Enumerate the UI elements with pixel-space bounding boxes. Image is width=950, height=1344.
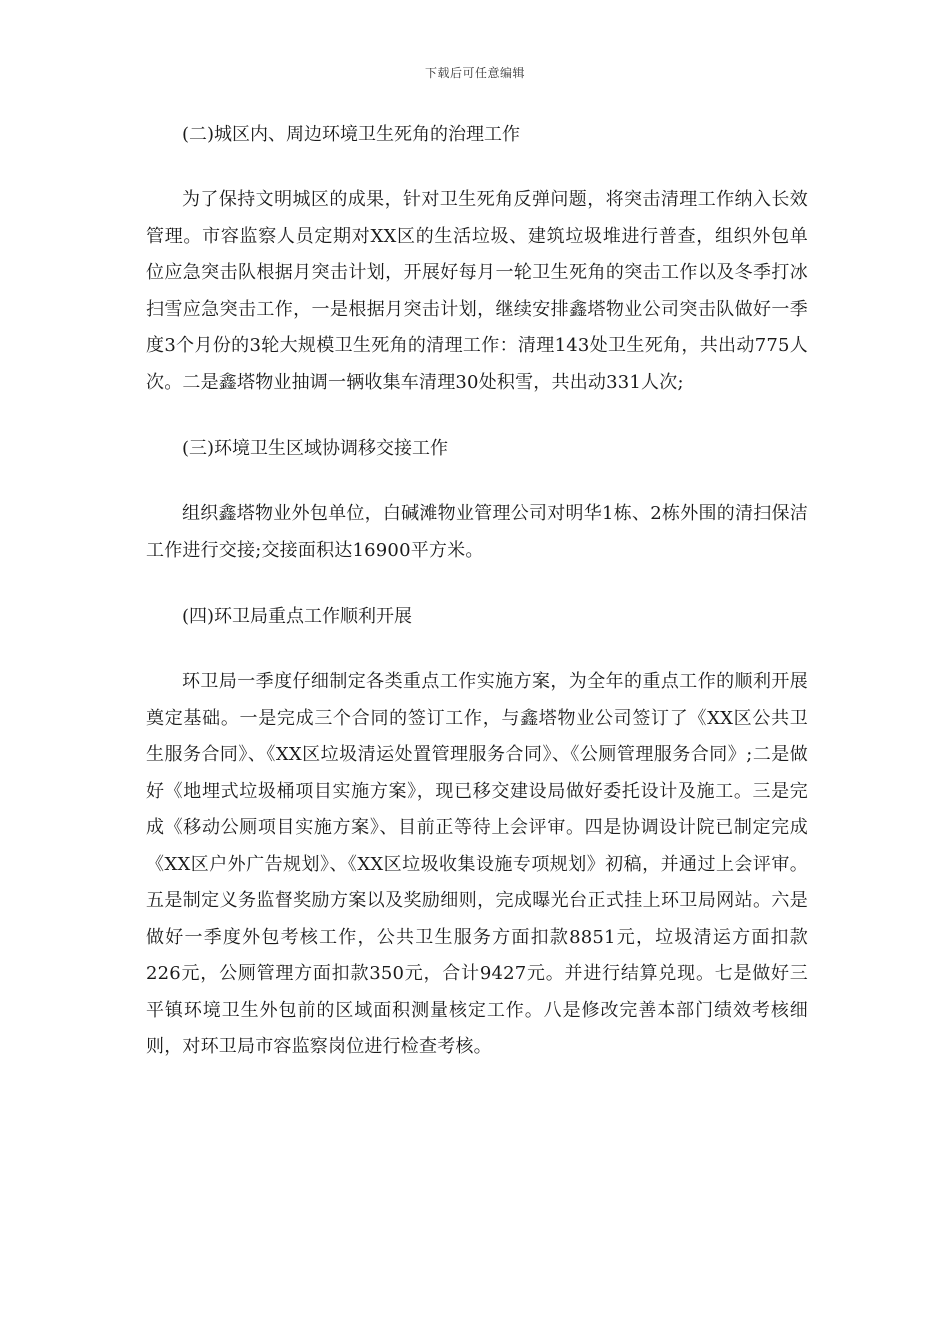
section-heading-4: (四)环卫局重点工作顺利开展 [182,606,413,627]
section-paragraph-2: 为了保持文明城区的成果，针对卫生死角反弹问题，将突击清理工作纳入长效管理。市容监察人员定期对XX区的生活垃圾、建筑垃圾堆进行普查，组织外包单位应急突击队根据月突击计划，开展好每月一轮卫生死角的突击工作以及冬季打冰扫雪应急突击工作，一是根据月突击计划，继续安排鑫塔物业公司突击队做好一季度3个月份的3轮大规模卫生死角的清理工作：清理143处卫生死角，共出动775人次。二是鑫塔物业抽调一辆收集车清理30处积雪，共出动331人次; [146,189,808,393]
page-header: 下载后可任意编辑 [424,66,525,80]
section-heading-2: (二)城区内、周边环境卫生死角的治理工作 [182,124,521,145]
section-paragraph-3: 组织鑫塔物业外包单位，白碱滩物业管理公司对明华1栋、2栋外围的清扫保洁工作进行交接;交接面积达16900平方米。 [146,503,808,561]
section-heading-3: (三)环境卫生区域协调移交接工作 [182,438,449,459]
section-paragraph-4: 环卫局一季度仔细制定各类重点工作实施方案，为全年的重点工作的顺利开展奠定基础。一是完成三个合同的签订工作，与鑫塔物业公司签订了《XX区公共卫生服务合同》、《XX区垃圾清运处置管理服务合同》、《公厕管理服务合同》;二是做好《地埋式垃圾桶项目实施方案》，现已移交建设局做好委托设计及施工。三是完成《移动公厕项目实施方案》、目前正等待上会评审。四是协调设计院已制定完成《XX区户外广告规划》、《XX区垃圾收集设施专项规划》初稿，并通过上会评审。五是制定义务监督奖励方案以及奖励细则，完成曝光台正式挂上环卫局网站。六是做好一季度外包考核工作，公共卫生服务方面扣款8851元，垃圾清运方面扣款226元，公厕管理方面扣款350元，合计9427元。并进行结算兑现。七是做好三平镇环境卫生外包前的区域面积测量核定工作。八是修改完善本部门绩效考核细则，对环卫局市容监察岗位进行检查考核。 [146,671,808,1057]
document-body [146,118,808,1066]
